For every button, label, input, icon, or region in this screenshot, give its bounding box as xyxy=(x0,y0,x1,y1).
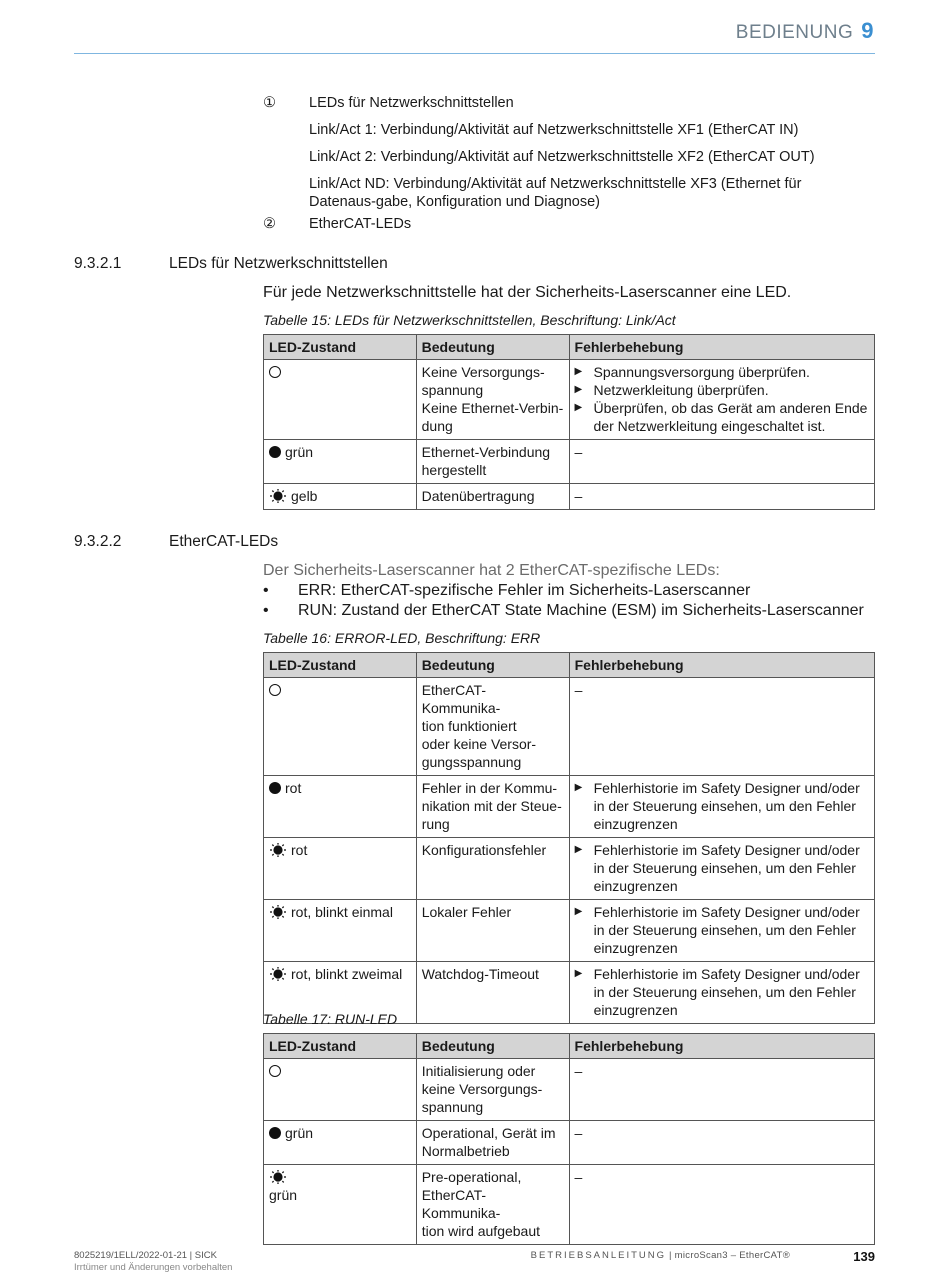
table-caption: Tabelle 17: RUN-LED xyxy=(263,1011,398,1027)
legend-item xyxy=(263,94,875,112)
led-flashing-icon xyxy=(269,967,287,981)
fix-cell: – xyxy=(569,1165,874,1245)
meaning-cell xyxy=(416,678,569,776)
led-flashing-icon xyxy=(269,489,287,503)
section-number: 9.3.2.2 xyxy=(74,533,122,550)
state-cell xyxy=(264,838,417,900)
bullet-text: ERR: EtherCAT-spezifische Fehler im Sicherheits-Laserscanner xyxy=(298,582,751,599)
action-item xyxy=(575,399,869,435)
meaning-cell xyxy=(416,440,569,484)
action-item xyxy=(575,841,869,895)
table-caption: Tabelle 16: ERROR-LED, Beschriftung: ERR xyxy=(263,630,541,646)
meaning-line: hergestellt xyxy=(421,462,487,478)
meaning-line: spannung xyxy=(421,382,484,398)
header-meaning: Bedeutung xyxy=(416,653,569,678)
bullet-icon: • xyxy=(263,602,269,619)
bullet-item xyxy=(263,581,864,601)
figure-legend xyxy=(263,94,875,233)
meaning-line: Initialisierung oder xyxy=(421,1063,536,1079)
action-text: Fehlerhistorie im Safety Designer und/oder in der Steuerung einsehen, um den Fehler einzugrenzen xyxy=(593,780,860,832)
fix-cell xyxy=(569,838,874,900)
bullet-text: RUN: Zustand der EtherCAT State Machine (ESM) im Sicherheits-Laserscanner xyxy=(298,602,864,619)
led-on-icon xyxy=(269,446,281,458)
header-section: BEDIENUNG xyxy=(735,22,854,43)
section-title: EtherCAT-LEDs xyxy=(169,533,279,550)
table-caption: Tabelle 15: LEDs für Netzwerkschnittstellen, Beschriftung: Link/Act xyxy=(263,312,676,328)
action-text: Fehlerhistorie im Safety Designer und/oder in der Steuerung einsehen, um den Fehler einzugrenzen xyxy=(593,904,860,956)
footer-doc-id: 8025219/1ELL/2022-01-21 | SICK xyxy=(74,1250,217,1261)
meaning-line: Keine Versorgungs- xyxy=(421,364,545,380)
state-text: grün xyxy=(269,1187,298,1203)
arrow-right-icon: ▶ xyxy=(574,906,583,917)
meaning-line: oder keine Versor- xyxy=(421,736,537,752)
state-cell xyxy=(264,1165,417,1245)
bullet-icon: • xyxy=(263,582,269,599)
meaning-line: Konfigurationsfehler xyxy=(421,842,547,858)
meaning-cell xyxy=(416,484,569,510)
header-led-state: LED-Zustand xyxy=(264,335,417,360)
legend-subitem: Link/Act 1: Verbindung/Aktivität auf Netzwerkschnittstelle XF1 (EtherCAT IN) xyxy=(309,122,799,138)
legend-item xyxy=(263,215,875,233)
led-on-icon xyxy=(269,782,281,794)
fix-cell: – xyxy=(569,484,874,510)
table-row xyxy=(264,484,875,510)
fix-cell: – xyxy=(569,678,874,776)
meaning-cell xyxy=(416,1165,569,1245)
table-row xyxy=(264,838,875,900)
fix-cell xyxy=(569,776,874,838)
legend-text: LEDs für Netzwerkschnittstellen xyxy=(309,95,514,111)
action-text: Fehlerhistorie im Safety Designer und/oder in der Steuerung einsehen, um den Fehler einzugrenzen xyxy=(593,966,860,1018)
meaning-line: Keine Ethernet-Verbin- xyxy=(421,400,564,416)
action-text: Spannungsversorgung überprüfen. xyxy=(593,364,810,380)
footer-left xyxy=(74,1250,232,1274)
legend-number: ② xyxy=(263,216,276,232)
header-meaning: Bedeutung xyxy=(416,335,569,360)
led-off-icon xyxy=(269,684,281,696)
fix-cell xyxy=(569,900,874,962)
table-row xyxy=(264,678,875,776)
table-run-led xyxy=(263,1033,875,1245)
state-cell xyxy=(264,1121,417,1165)
action-item xyxy=(575,903,869,957)
meaning-cell xyxy=(416,962,569,1024)
state-cell xyxy=(264,776,417,838)
arrow-right-icon: ▶ xyxy=(574,782,583,793)
meaning-line: tion wird aufgebaut xyxy=(421,1223,541,1239)
legend-subitem: Link/Act 2: Verbindung/Aktivität auf Netzwerkschnittstelle XF2 (EtherCAT OUT) xyxy=(309,149,815,165)
bullet-list xyxy=(263,581,864,621)
meaning-cell xyxy=(416,900,569,962)
table-row xyxy=(264,360,875,440)
state-cell xyxy=(264,440,417,484)
meaning-line: spannung xyxy=(421,1099,484,1115)
meaning-line: Datenübertragung xyxy=(421,488,535,504)
header-fix: Fehlerbehebung xyxy=(569,653,874,678)
fix-cell: – xyxy=(569,1059,874,1121)
action-text: Fehlerhistorie im Safety Designer und/oder in der Steuerung einsehen, um den Fehler einzugrenzen xyxy=(593,842,860,894)
led-off-icon xyxy=(269,1065,281,1077)
meaning-line: Fehler in der Kommu- xyxy=(421,780,558,796)
bullet-item xyxy=(263,601,864,621)
action-item xyxy=(575,363,869,381)
state-cell xyxy=(264,678,417,776)
led-off-icon xyxy=(269,366,281,378)
footer-right xyxy=(531,1250,790,1261)
meaning-line: EtherCAT-Kommunika- xyxy=(421,1187,501,1221)
meaning-line: Watchdog-Timeout xyxy=(421,966,539,982)
state-cell xyxy=(264,484,417,510)
page-number: 139 xyxy=(853,1249,875,1264)
arrow-right-icon: ▶ xyxy=(574,366,583,377)
meaning-line: keine Versorgungs- xyxy=(421,1081,543,1097)
state-text: grün xyxy=(285,444,314,460)
header-led-state: LED-Zustand xyxy=(264,1034,417,1059)
meaning-line: gungsspannung xyxy=(421,754,522,770)
state-text: rot xyxy=(285,780,302,796)
meaning-line: Ethernet-Verbindung xyxy=(421,444,551,460)
footer-disclaimer: Irrtümer und Änderungen vorbehalten xyxy=(74,1262,233,1273)
meaning-cell xyxy=(416,1059,569,1121)
table-row xyxy=(264,900,875,962)
meaning-cell xyxy=(416,360,569,440)
led-flashing-icon xyxy=(269,1170,287,1184)
state-text: rot, blinkt einmal xyxy=(291,904,393,920)
fix-cell: – xyxy=(569,1121,874,1165)
table-header-row xyxy=(264,335,875,360)
table-network-leds xyxy=(263,334,875,510)
legend-text: EtherCAT-LEDs xyxy=(309,216,412,232)
meaning-line: rung xyxy=(421,816,450,832)
meaning-line: Normalbetrieb xyxy=(421,1143,510,1159)
led-flashing-icon xyxy=(269,843,287,857)
meaning-line: tion funktioniert xyxy=(421,718,517,734)
led-on-icon xyxy=(269,1127,281,1139)
table-row xyxy=(264,1059,875,1121)
meaning-cell xyxy=(416,838,569,900)
fix-cell xyxy=(569,360,874,440)
action-text: Überprüfen, ob das Gerät am anderen Ende der Netzwerkleitung eingeschaltet ist. xyxy=(593,400,868,434)
meaning-line: dung xyxy=(421,418,453,434)
state-cell xyxy=(264,360,417,440)
footer-manual-type: BETRIEBSANLEITUNG xyxy=(530,1250,667,1261)
section-number: 9.3.2.1 xyxy=(74,255,122,272)
meaning-cell xyxy=(416,776,569,838)
meaning-line: Pre-operational, xyxy=(421,1169,522,1185)
legend-subitem: Link/Act ND: Verbindung/Aktivität auf Netzwerkschnittstelle XF3 (Ethernet für Datenaus-gabe, Konfiguration und Diagnose) xyxy=(309,176,802,210)
header-meaning: Bedeutung xyxy=(416,1034,569,1059)
header-chapter-number: 9 xyxy=(861,18,874,43)
arrow-right-icon: ▶ xyxy=(574,968,583,979)
section-intro: Für jede Netzwerkschnittstelle hat der Sicherheits-Laserscanner eine LED. xyxy=(263,284,792,301)
table-row xyxy=(264,1165,875,1245)
fix-cell xyxy=(569,962,874,1024)
meaning-line: EtherCAT-Kommunika- xyxy=(421,682,501,716)
state-cell xyxy=(264,900,417,962)
state-text: gelb xyxy=(291,488,318,504)
action-item xyxy=(575,779,869,833)
meaning-line: nikation mit der Steue- xyxy=(421,798,562,814)
running-header xyxy=(736,18,874,44)
table-header-row xyxy=(264,653,875,678)
state-cell xyxy=(264,1059,417,1121)
meaning-line: Operational, Gerät im xyxy=(421,1125,556,1141)
meaning-cell xyxy=(416,1121,569,1165)
header-rule xyxy=(74,53,875,54)
arrow-right-icon: ▶ xyxy=(574,844,583,855)
led-flashing-icon xyxy=(269,905,287,919)
meaning-line: Lokaler Fehler xyxy=(421,904,512,920)
header-led-state: LED-Zustand xyxy=(264,653,417,678)
state-text: rot xyxy=(291,842,308,858)
action-item xyxy=(575,965,869,1019)
state-text: rot, blinkt zweimal xyxy=(291,966,403,982)
section-intro: Der Sicherheits-Laserscanner hat 2 EtherCAT-spezifische LEDs: xyxy=(263,562,720,579)
section-heading xyxy=(74,255,388,273)
section-title: LEDs für Netzwerkschnittstellen xyxy=(169,255,388,272)
header-fix: Fehlerbehebung xyxy=(569,1034,874,1059)
legend-number: ① xyxy=(263,95,276,111)
fix-cell: – xyxy=(569,440,874,484)
action-item xyxy=(575,381,869,399)
footer-product: | microScan3 – EtherCAT® xyxy=(666,1250,790,1261)
arrow-right-icon: ▶ xyxy=(574,384,583,395)
arrow-right-icon: ▶ xyxy=(574,402,583,413)
section-heading xyxy=(74,533,278,551)
state-text: grün xyxy=(285,1125,314,1141)
table-row xyxy=(264,440,875,484)
table-error-led xyxy=(263,652,875,1024)
table-row xyxy=(264,1121,875,1165)
action-text: Netzwerkleitung überprüfen. xyxy=(593,382,769,398)
header-fix: Fehlerbehebung xyxy=(569,335,874,360)
table-header-row xyxy=(264,1034,875,1059)
table-row xyxy=(264,776,875,838)
